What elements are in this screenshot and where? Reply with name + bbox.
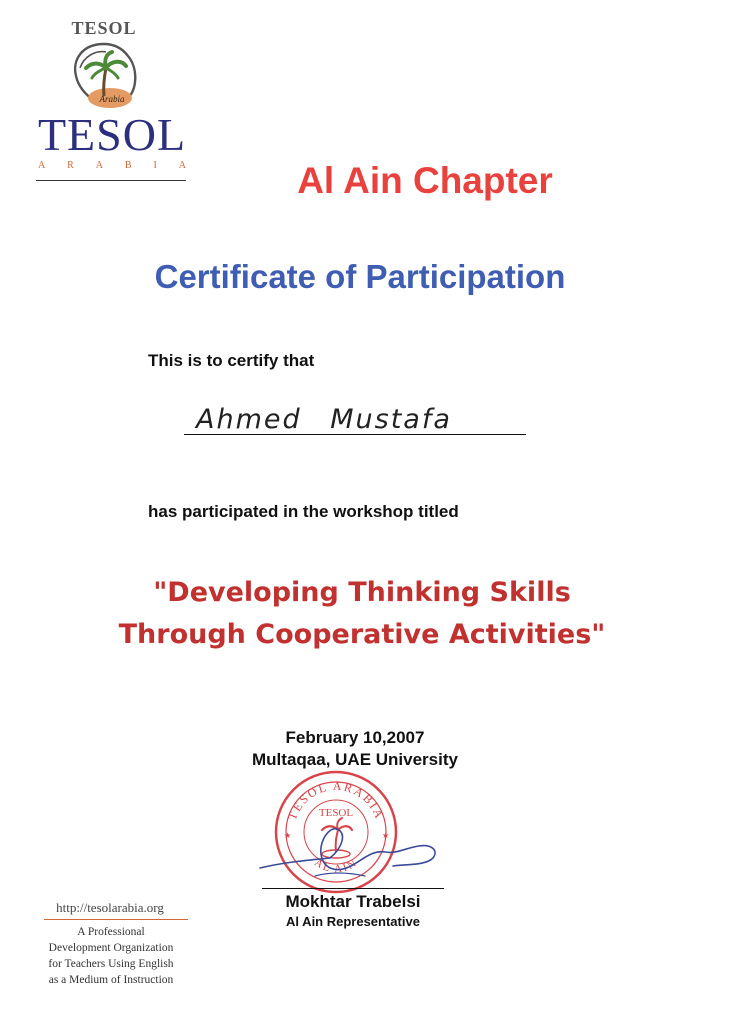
website-link[interactable]: http://tesolarabia.org xyxy=(56,900,164,915)
workshop-title-line-1: "Developing Thinking Skills xyxy=(153,577,571,608)
workshop-title xyxy=(60,572,664,656)
name-underline xyxy=(184,434,526,435)
certificate-title: Certificate of Participation xyxy=(154,258,566,295)
logo-letter: I xyxy=(153,160,157,171)
stamp-top-text: TESOL ARABIA xyxy=(285,778,387,822)
organization-description xyxy=(26,924,196,988)
logo-subword xyxy=(34,160,190,171)
logo-top-word: TESOL xyxy=(71,18,137,38)
chapter-title: Al Ain Chapter xyxy=(297,160,553,201)
logo-letter: R xyxy=(67,160,74,171)
signer-name: Mokhtar Trabelsi xyxy=(285,892,421,911)
logo-letter: A xyxy=(95,160,103,171)
logo-letter: A xyxy=(38,160,46,171)
stamp-star-icon: ★ xyxy=(284,831,292,840)
certify-text: This is to certify that xyxy=(148,351,315,370)
footer-desc-line: Development Organization xyxy=(48,942,174,954)
footer-divider xyxy=(44,919,188,920)
footer-desc-line: for Teachers Using English xyxy=(48,958,174,970)
logo-letter: A xyxy=(178,160,186,171)
footer-desc-line: as a Medium of Instruction xyxy=(48,974,174,986)
event-date: February 10,2007 xyxy=(285,728,425,747)
signer-role: Al Ain Representative xyxy=(286,914,420,929)
workshop-title-line-2: Through Cooperative Activities" xyxy=(118,619,606,650)
event-venue: Multaqaa, UAE University xyxy=(252,750,458,769)
logo-wordmark: TESOL xyxy=(37,109,187,160)
footer-desc-line: A Professional xyxy=(77,926,145,938)
participated-text: has participated in the workshop titled xyxy=(148,502,459,521)
logo-divider xyxy=(36,180,186,181)
signature-line xyxy=(262,888,444,889)
participant-name: Ahmed Mustafa xyxy=(196,404,452,435)
emblem-word: Arabia xyxy=(99,94,125,104)
logo-letter: B xyxy=(124,160,132,171)
stamp-center-text: TESOL xyxy=(318,807,354,819)
handwritten-signature xyxy=(255,810,445,890)
stamp-bottom-text: AL AIN xyxy=(312,856,360,876)
palm-tree-emblem-icon xyxy=(66,38,142,114)
stamp-star-icon: ★ xyxy=(382,831,390,840)
